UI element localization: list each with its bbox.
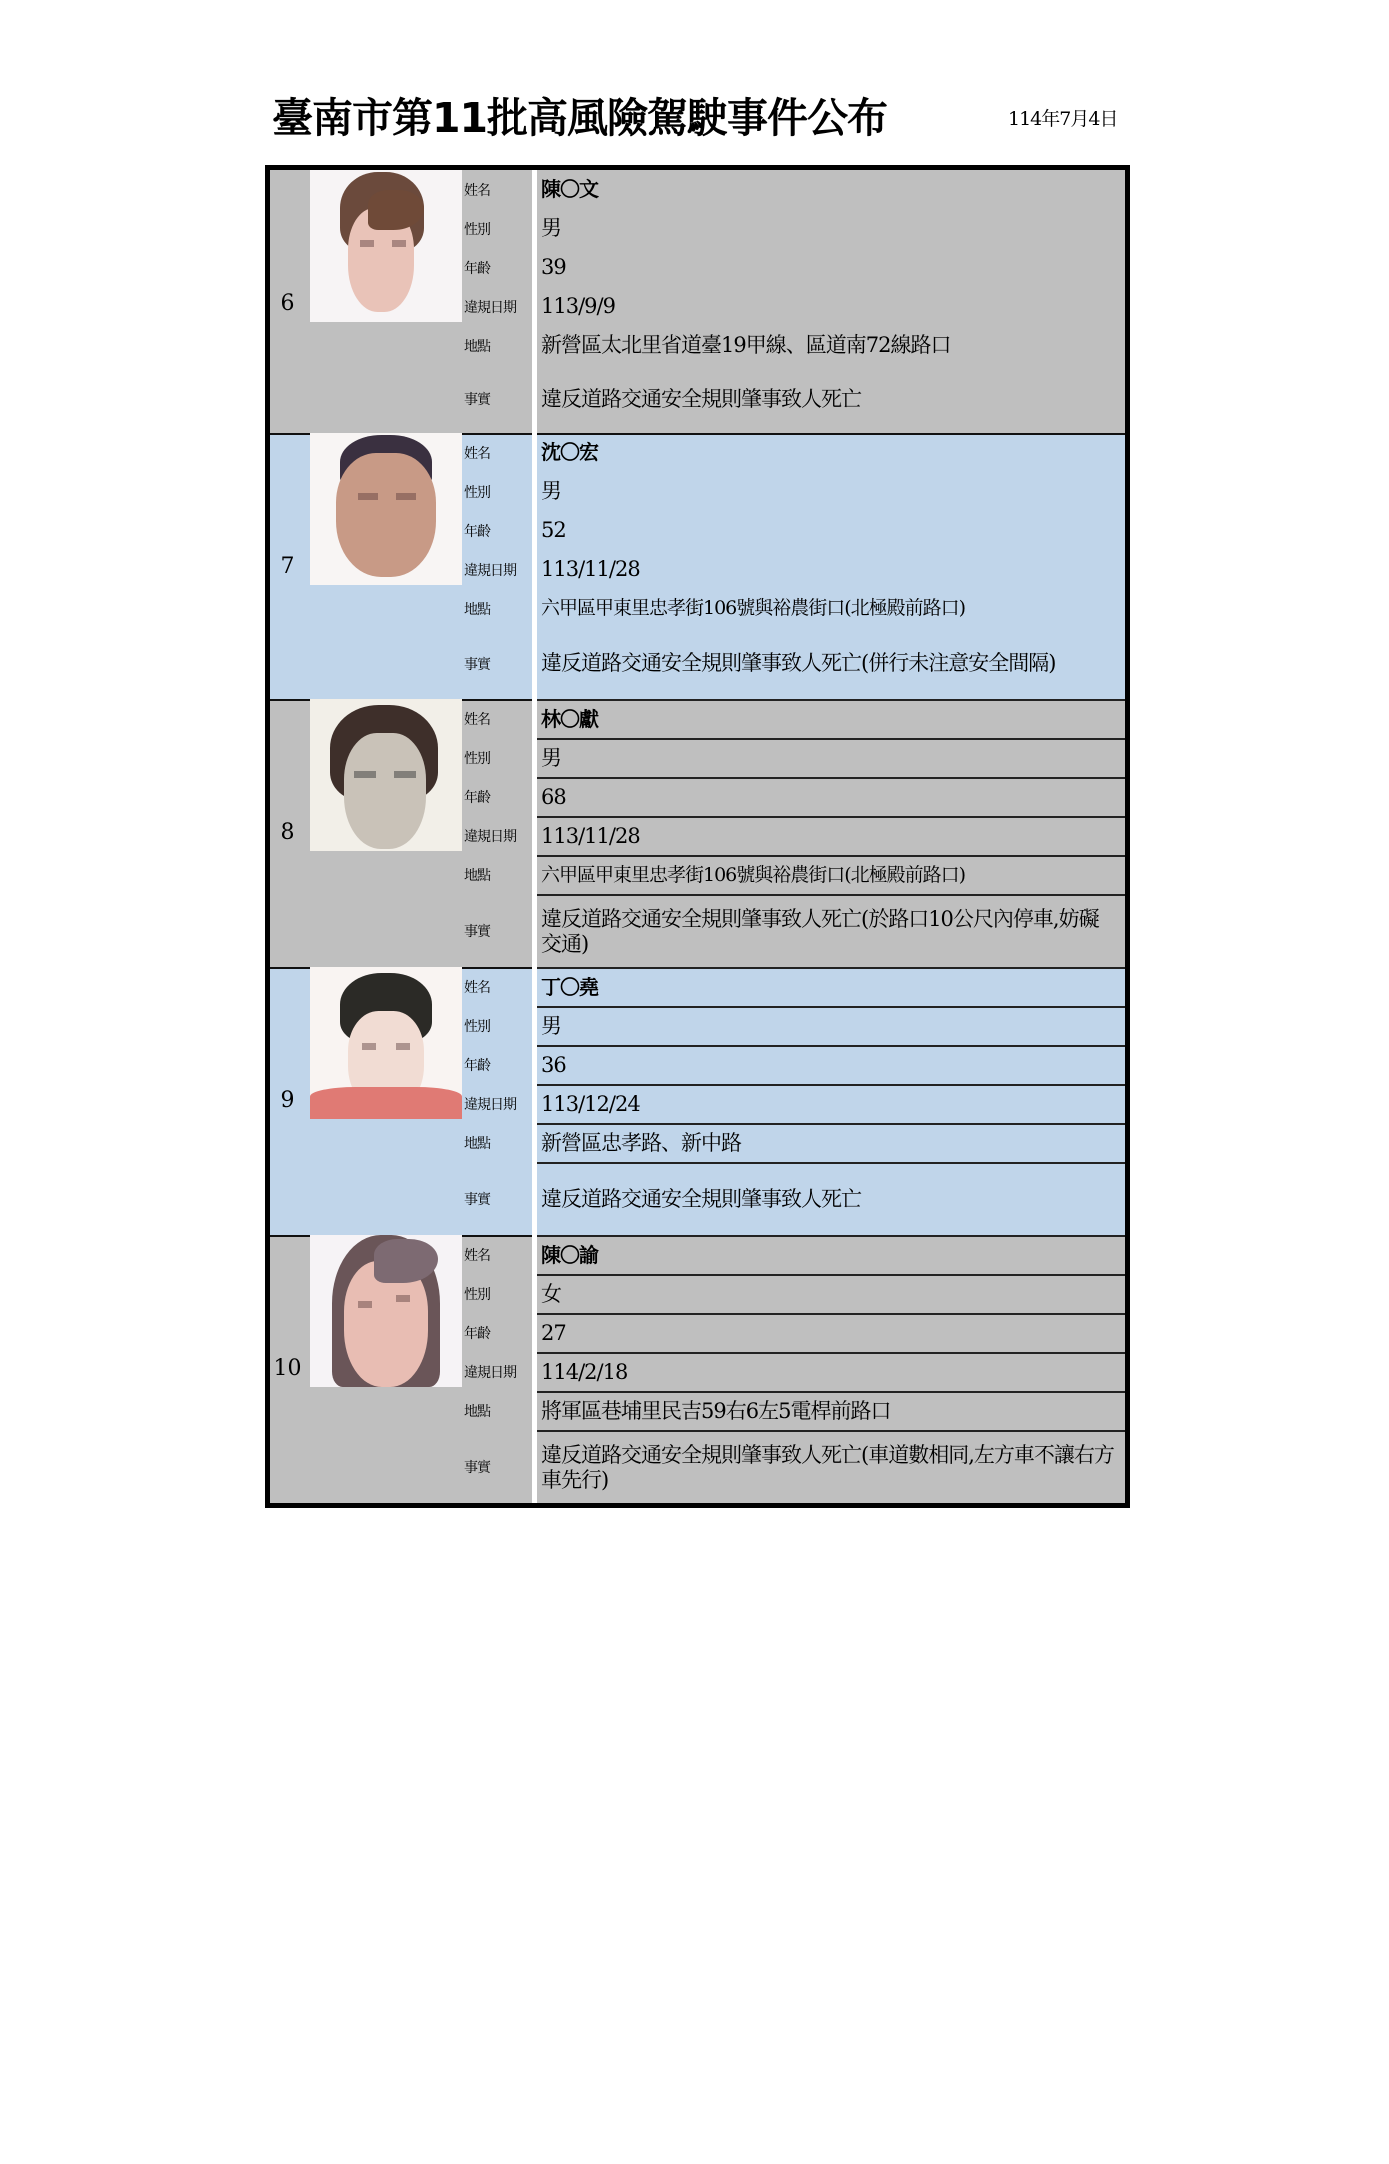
record-number: 6 — [280, 291, 295, 316]
label-age: 年齡 — [464, 260, 490, 277]
photo-placeholder — [310, 1235, 462, 1387]
page-title: 臺南市第11批高風險駕駛事件公布 — [272, 94, 888, 142]
label-location: 地點 — [464, 338, 490, 355]
label-facts: 事實 — [464, 1459, 490, 1476]
record-row-9 — [270, 967, 1125, 1235]
label-gender: 性別 — [464, 221, 490, 238]
label-violation-date: 違規日期 — [464, 1364, 516, 1381]
value-gender: 男 — [541, 1014, 561, 1038]
photo-placeholder — [310, 170, 462, 322]
value-facts: 違反道路交通安全規則肇事致人死亡(併行未注意安全間隔) — [541, 651, 1056, 675]
label-name: 姓名 — [464, 979, 490, 996]
label-age: 年齡 — [464, 789, 490, 806]
label-age: 年齡 — [464, 1057, 490, 1074]
value-age: 27 — [541, 1321, 566, 1345]
label-violation-date: 違規日期 — [464, 1096, 516, 1113]
label-facts: 事實 — [464, 1191, 490, 1208]
record-number: 9 — [280, 1088, 295, 1113]
value-name: 陳〇諭 — [541, 1243, 598, 1267]
label-gender: 性別 — [464, 1018, 490, 1035]
value-name: 林〇獻 — [541, 707, 598, 731]
value-name: 丁〇堯 — [541, 975, 598, 999]
photo-placeholder — [310, 433, 462, 585]
label-facts: 事實 — [464, 923, 490, 940]
label-facts: 事實 — [464, 392, 490, 408]
value-violation-date: 113/9/9 — [541, 294, 615, 318]
record-row-6 — [270, 170, 1125, 433]
label-violation-date: 違規日期 — [464, 562, 516, 579]
value-violation-date: 113/12/24 — [541, 1092, 640, 1116]
value-age: 39 — [541, 255, 566, 279]
label-age: 年齡 — [464, 523, 490, 540]
value-gender: 男 — [541, 479, 561, 503]
label-name: 姓名 — [464, 182, 490, 199]
value-location: 六甲區甲東里忠孝街106號與裕農街口(北極殿前路口) — [541, 864, 966, 886]
records-table — [265, 165, 1130, 1508]
value-age: 52 — [541, 518, 566, 542]
value-location: 新營區忠孝路、新中路 — [541, 1131, 741, 1155]
value-violation-date: 113/11/28 — [541, 824, 640, 848]
value-age: 68 — [541, 785, 566, 809]
value-location: 將軍區巷埔里民吉59右6左5電桿前路口 — [541, 1399, 891, 1423]
label-violation-date: 違規日期 — [464, 828, 516, 845]
publish-date: 114年7月4日 — [1008, 108, 1118, 130]
label-age: 年齡 — [464, 1325, 490, 1342]
label-gender: 性別 — [464, 484, 490, 501]
label-location: 地點 — [464, 1135, 490, 1152]
value-location: 六甲區甲東里忠孝街106號與裕農街口(北極殿前路口) — [541, 597, 966, 619]
photo-placeholder — [310, 967, 462, 1119]
label-location: 地點 — [464, 867, 490, 884]
record-number: 8 — [280, 820, 295, 845]
label-location: 地點 — [464, 601, 490, 618]
record-row-7 — [270, 433, 1125, 699]
value-facts: 違反道路交通安全規則肇事致人死亡 — [541, 386, 861, 411]
value-age: 36 — [541, 1053, 566, 1077]
photo-placeholder — [310, 699, 462, 851]
value-name: 沈〇宏 — [541, 440, 598, 464]
label-facts: 事實 — [464, 656, 490, 673]
record-row-10 — [270, 1235, 1125, 1503]
value-gender: 男 — [541, 746, 561, 770]
label-gender: 性別 — [464, 1286, 490, 1303]
record-number: 7 — [280, 554, 295, 579]
label-name: 姓名 — [464, 445, 490, 462]
label-name: 姓名 — [464, 711, 490, 728]
value-gender: 女 — [541, 1282, 561, 1306]
label-location: 地點 — [464, 1403, 490, 1420]
value-violation-date: 113/11/28 — [541, 557, 640, 581]
value-violation-date: 114/2/18 — [541, 1360, 628, 1384]
value-facts: 違反道路交通安全規則肇事致人死亡(於路口10公尺內停車,妨礙交通) — [541, 906, 1099, 956]
label-violation-date: 違規日期 — [464, 299, 516, 316]
value-gender: 男 — [541, 216, 561, 240]
record-row-8 — [270, 699, 1125, 967]
label-name: 姓名 — [464, 1247, 490, 1264]
value-location: 新營區太北里省道臺19甲線、區道南72線路口 — [541, 333, 951, 357]
record-number: 10 — [273, 1356, 302, 1381]
value-name: 陳〇文 — [541, 177, 598, 201]
value-facts: 違反道路交通安全規則肇事致人死亡 — [541, 1187, 861, 1211]
label-gender: 性別 — [464, 750, 490, 767]
value-facts: 違反道路交通安全規則肇事致人死亡(車道數相同,左方車不讓右方車先行) — [541, 1442, 1114, 1492]
